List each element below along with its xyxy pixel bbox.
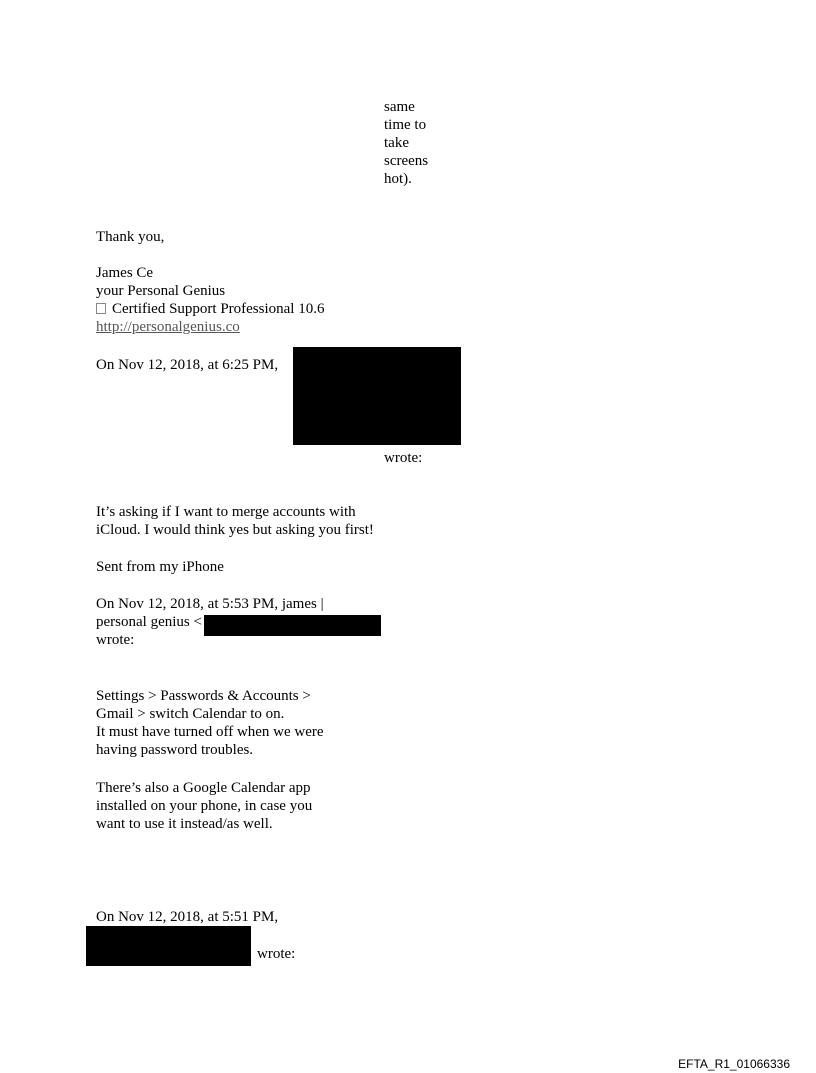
header-line: wrote:: [96, 632, 135, 648]
message-line: want to use it instead/as well.: [96, 816, 273, 832]
message-body-2a: [96, 687, 324, 759]
message-body-1: [96, 503, 374, 539]
message-body-2b: [96, 779, 312, 833]
fragment-line: same: [384, 99, 415, 115]
signature-name: James Ce: [96, 265, 154, 281]
redaction-box: [204, 615, 381, 636]
fragment-line: screens: [384, 153, 429, 169]
fragment-line: hot).: [384, 171, 412, 187]
reply-header-3-wrote: wrote:: [257, 946, 296, 962]
closing-text: Thank you,: [96, 229, 165, 245]
fragment-line: take: [384, 135, 409, 151]
message-line: installed on your phone, in case you: [96, 798, 313, 814]
reply-header-1: On Nov 12, 2018, at 6:25 PM,: [96, 357, 279, 373]
message-line: Settings > Passwords & Accounts >: [96, 688, 311, 704]
message-line: It’s asking if I want to merge accounts with: [96, 504, 356, 520]
message-line: It must have turned off when we were: [96, 724, 324, 740]
document-id: EFTA_R1_01066336: [678, 1057, 790, 1071]
message-line: There’s also a Google Calendar app: [96, 780, 311, 796]
missing-glyph-icon: [96, 303, 106, 314]
signature-cert: [96, 300, 324, 318]
fragment-line: time to: [384, 117, 427, 133]
header-line: personal genius <: [96, 614, 202, 630]
reply-header-3: On Nov 12, 2018, at 5:51 PM,: [96, 909, 279, 925]
header-line: On Nov 12, 2018, at 5:53 PM, james |: [96, 596, 324, 612]
message-line: having password troubles.: [96, 742, 254, 758]
signature-cert-text: Certified Support Professional 10.6: [112, 301, 325, 317]
signature-url-link[interactable]: http://personalgenius.co: [96, 319, 240, 335]
signature-block: [96, 264, 324, 336]
message-line: Gmail > switch Calendar to on.: [96, 706, 285, 722]
signature-title: your Personal Genius: [96, 283, 226, 299]
redaction-box: [293, 347, 461, 445]
reply-header-1-wrote: wrote:: [384, 450, 423, 466]
sent-from-text: Sent from my iPhone: [96, 559, 224, 575]
message-line: iCloud. I would think yes but asking you first!: [96, 522, 374, 538]
redaction-box: [86, 926, 251, 966]
message-fragment: [384, 98, 428, 188]
